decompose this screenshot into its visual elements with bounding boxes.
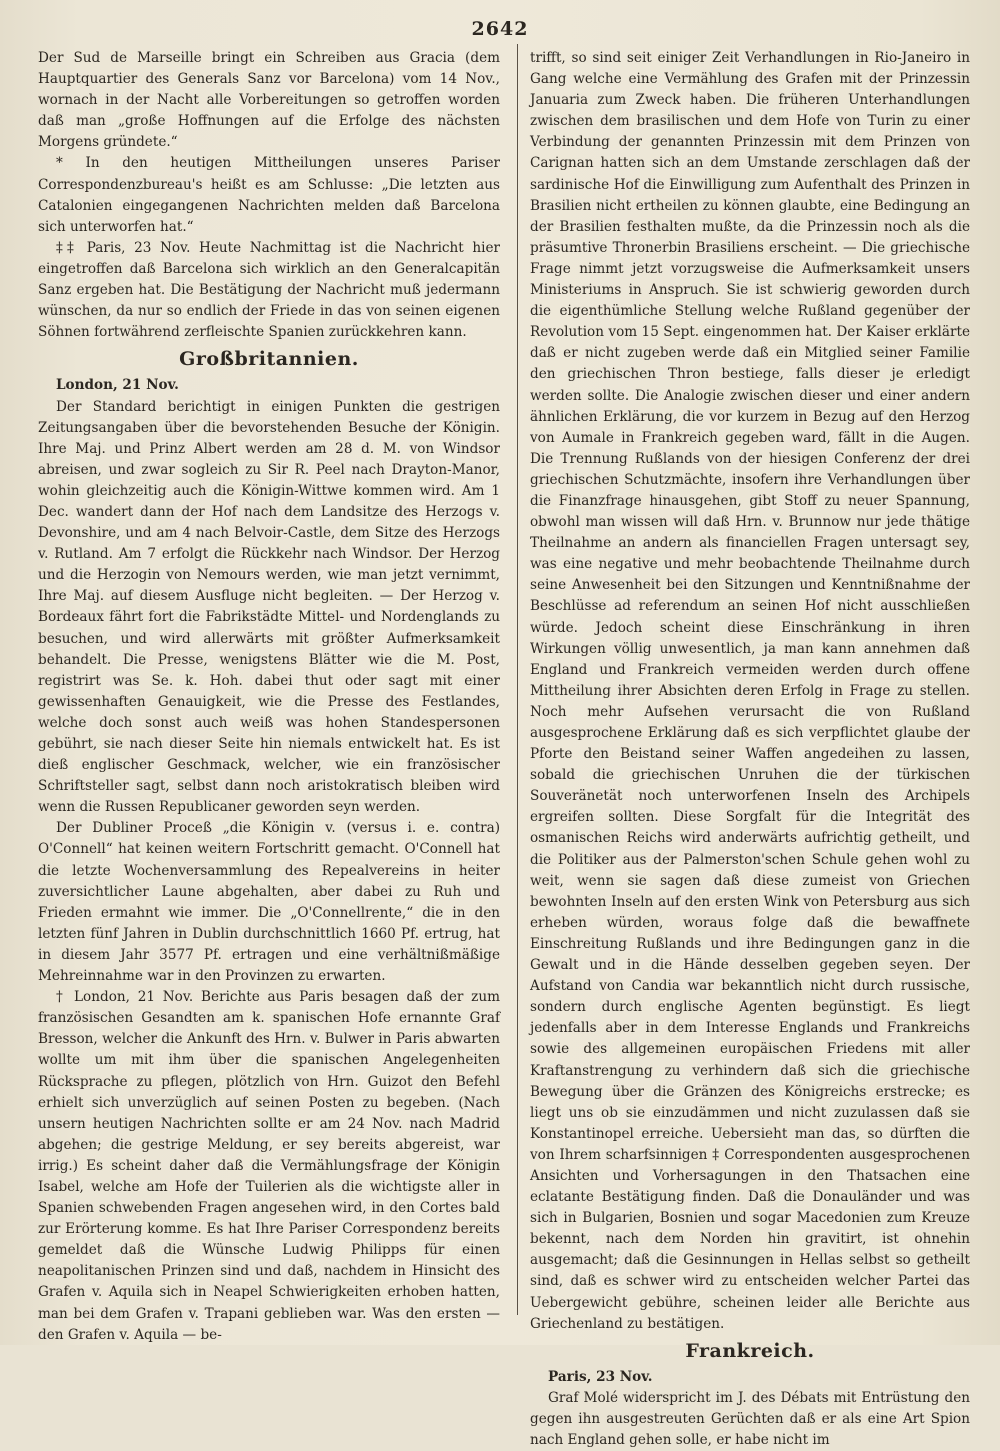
article-mole-debats: Graf Molé widerspricht im J. des Débats mit Entrüstung den gegen ihn ausgestreuten Gerüchten daß er als eine Art Spion nach England gehen solle, er habe nicht im — [530, 1389, 970, 1449]
right-column — [530, 48, 970, 1451]
dateline-london: London, 21 Nov. — [56, 377, 179, 394]
section-heading-france: Frankreich. — [685, 1339, 815, 1362]
left-column — [38, 48, 500, 1346]
column-divider — [517, 44, 518, 1315]
article-correspondence-note: * In den heutigen Mittheilungen unseres Pariser Correspondenzbureau's heißt es am Schlusse: „Die letzten aus Catalonien eingegangenen Nachrichten melden daß Barcelona sich unterworfen hat.“ — [38, 155, 500, 235]
article-london-bresson: † London, 21 Nov. Berichte aus Paris besagen daß der zum französischen Gesandten am k. spanischen Hofe ernannte Graf Bresson, welcher die Ankunft des Hrn. v. Bulwer in Paris abwarten wollte um mit ihm über die spanischen Angelegenheiten Rücksprache zu pflegen, plötzlich von Hrn. Guizot den Befehl erhielt sich unverzüglich auf seinen Posten zu begeben. (Nach unsern heutigen Nachrichten sollte er am 24 Nov. nach Madrid abgehen; die gestrige Meldung, er sey bereits abgereist, war irrig.) Es scheint daher daß die Vermählungsfrage der Königin Isabel, welche am Hofe der Tuilerien als die wichtigste aller in Spanien schwebenden Fragen angesehen wird, in den Cortes bald zur Erörterung komme. Es hat Ihre Pariser Correspondenz bereits gemeldet daß die Wünsche Ludwig Philipps für einen neapolitanischen Prinzen sind und daß, nachdem in Hinsicht des Grafen v. Aquila sich in Neapel Schwierigkeiten erhoben hatten, man bei dem Grafen v. Trapani geblieben war. Was den ersten — den Grafen v. Aquila — be- — [38, 989, 500, 1343]
article-continuation-greek-question: trifft, so sind seit einiger Zeit Verhandlungen in Rio-Janeiro in Gang welche eine Vermählung des Grafen mit der Prinzessin Januaria zum Zweck haben. Die früheren Unterhandlungen zwischen dem brasilischen und dem Hofe von Turin zu einer Verbindung der genannten Prinzessin mit dem Prinzen von Carignan hatten sich an dem Umstande zerschlagen daß der sardinische Hof die Einwilligung zum Aufenthalt des Prinzen in Brasilien nicht ertheilen zu können glaubte, eine Bedingung an der Brasilien festhalten mußte, da die Prinzessin noch als die präsumtive Thronerbin Brasiliens erscheint. — Die griechische Frage nimmt jetzt vorzugsweise die Aufmerksamkeit unsers Ministeriums in Anspruch. Sie ist schwierig geworden durch die eigenthümliche Stellung welche Rußland gegenüber der Revolution vom 15 Sept. eingenommen hat. Der Kaiser erklärte daß er nicht zugeben werde daß ein Mitglied seiner Familie den griechischen Thron bestiege, falls dieser je erledigt werden sollte. Die Analogie zwischen dieser und einer andern ähnlichen Erklärung, die vor kurzem in Bezug auf den Herzog von Aumale in Frankreich gegeben ward, fällt in die Augen. Die Trennung Rußlands von der hiesigen Conferenz der drei griechischen Schutzmächte, insofern ihre Verhandlungen über die Finanzfrage hinausgehen, gibt Stoff zu neuer Spannung, obwohl man wissen will daß Hrn. v. Brunnow nur jede thätige Theilnahme an andern als financiellen Fragen untersagt sey, was eine negative und mehr beobachtende Theilnahme durch seine Anwesenheit bei den Sitzungen und Kenntnißnahme der Beschlüsse ad referendum an seinen Hof nicht ausschließen würde. Jedoch scheint diese Einschränkung in ihren Wirkungen völlig unwesentlich, ja man kann annehmen daß England und Frankreich vermeiden werden durch offene Mittheilung ihrer Absichten deren Erfolg in Frage zu stellen. Noch mehr Aufsehen verursacht die von Rußland ausgesprochene Erklärung daß es sich verpflichtet glaube der Pforte den Beistand seiner Waffen angedeihen zu lassen, sobald die griechischen Unruhen die der türkischen Souveränetät noch unterworfenen Inseln des Archipels ergreifen sollten. Diese Sorgfalt für die Integrität des osmanischen Reichs wird anderwärts aufrichtig getheilt, und die Politiker aus der Palmerston'schen Schule gehen wohl zu weit, wenn sie sagen daß diese zumeist von Griechen bewohnten Inseln auf den ersten Wink von Petersburg aus sich erheben würden, woraus folge daß die bewaffnete Einschreitung Rußlands und ihre Bedingungen ganz in die Gewalt und in die Hände desselben gegeben seyen. Der Aufstand von Candia war bekanntlich nicht durch russische, sondern durch englische Agenten begünstigt. Es liegt jedenfalls aber in dem Interesse Englands und Frankreichs sowie des allgemeinen europäischen Friedens mit aller Kraftanstrengung zu verhindern daß sich die griechische Bewegung über die Gränzen des Königreichs erstrecke; es liegt uns ob sie einzudämmen und nicht zuzulassen daß sie Konstantinopel erreiche. Uebersieht man das, so dürften die von Ihrem scharfsinnigen ‡ Correspondenten ausgesprochenen Ansichten und Vorhersagungen in den Thatsachen eine eclatante Bestätigung finden. Daß die Donauländer und was sich in Bulgarien, Bosnien und sogar Macedonien zum Kreuze bekennt, nach dem Norden hin gravitirt, ist ohnehin ausgemacht; daß die Gesinnungen in Hellas selbst so getheilt sind, daß es schwer wird zu entscheiden welcher Partei das Uebergewicht gebühre, scheinen leider alle Berichte aus Griechenland zu bestätigen. — [530, 50, 970, 1332]
article-standard-royal-visits: Der Standard berichtigt in einigen Punkten die gestrigen Zeitungsangaben über die bevorstehenden Besuche der Königin. Ihre Maj. und Prinz Albert werden am 28 d. M. von Windsor abreisen, und zwar sogleich zu Sir R. Peel nach Drayton-Manor, wohin gleichzeitig auch die Königin-Wittwe kommen wird. Am 1 Dec. wandert dann der Hof nach dem Landsitze des Herzogs v. Devonshire, und am 4 nach Belvoir-Castle, dem Sitze des Herzogs v. Rutland. Am 7 erfolgt die Rückkehr nach Windsor. Der Herzog und die Herzogin von Nemours werden, wie man jetzt vernimmt, Ihre Maj. auf diesem Ausfluge nicht begleiten. — Der Herzog v. Bordeaux fährt fort die Fabrikstädte Mittel- und Nordenglands zu besuchen, und wird allerwärts mit größter Aufmerksamkeit behandelt. Die Presse, wenigstens Blätter wie die M. Post, registrirt was Se. k. Hoh. dabei thut oder sagt mit einer gewissenhaften Genauigkeit, wie die Presse des Festlandes, welche doch sonst auch weiß was hohen Standespersonen gebührt, sie nach dieser Seite hin niemals entwickelt hat. Es ist dieß englischer Geschmack, welcher, wie ein französischer Schriftsteller sagt, selbst dann noch aristokratisch bleiben wird wenn die Russen Republicaner geworden seyn werden. — [38, 398, 500, 816]
page-number: 2642 — [471, 18, 529, 40]
dateline-paris: Paris, 23 Nov. — [548, 1368, 653, 1385]
section-heading-great-britain: Großbritannien. — [179, 348, 359, 371]
article-paris-barcelona: ‡‡ Paris, 23 Nov. Heute Nachmittag ist die Nachricht hier eingetroffen daß Barcelona sich wirklich an den Generalcapitän Sanz ergeben hat. Die Bestätigung der Nachricht muß jedermann wünschen, da nur so endlich der Friede in das von seinen eigenen Söhnen fortwährend zerfleischte Spanien zurückkehren kann. — [38, 239, 500, 341]
article-dublin-oconnell: Der Dubliner Proceß „die Königin v. (versus i. e. contra) O'Connell“ hat keinen weitern Fortschritt gemacht. O'Connell hat die letzte Wochenversammlung des Repealvereins in heiter zuversichtlicher Laune abgehalten, aber dabei zu Ruh und Frieden ermahnt wie immer. Die „O'Connellrente,“ die in den letzten fünf Jahren in Dublin durchschnittlich 1660 Pf. ertrug, hat in diesem Jahr 3577 Pf. ertragen und eine verhältnißmäßige Mehreinnahme war in den Provinzen zu erwarten. — [38, 820, 500, 985]
article-sud-de-marseille: Der Sud de Marseille bringt ein Schreiben aus Gracia (dem Hauptquartier des Generals Sanz vor Barcelona) vom 14 Nov., wornach in der Nacht alle Vorbereitungen so getroffen worden daß man „große Hoffnungen auf die Erfolge des nächsten Morgens gründete.“ — [38, 50, 500, 151]
